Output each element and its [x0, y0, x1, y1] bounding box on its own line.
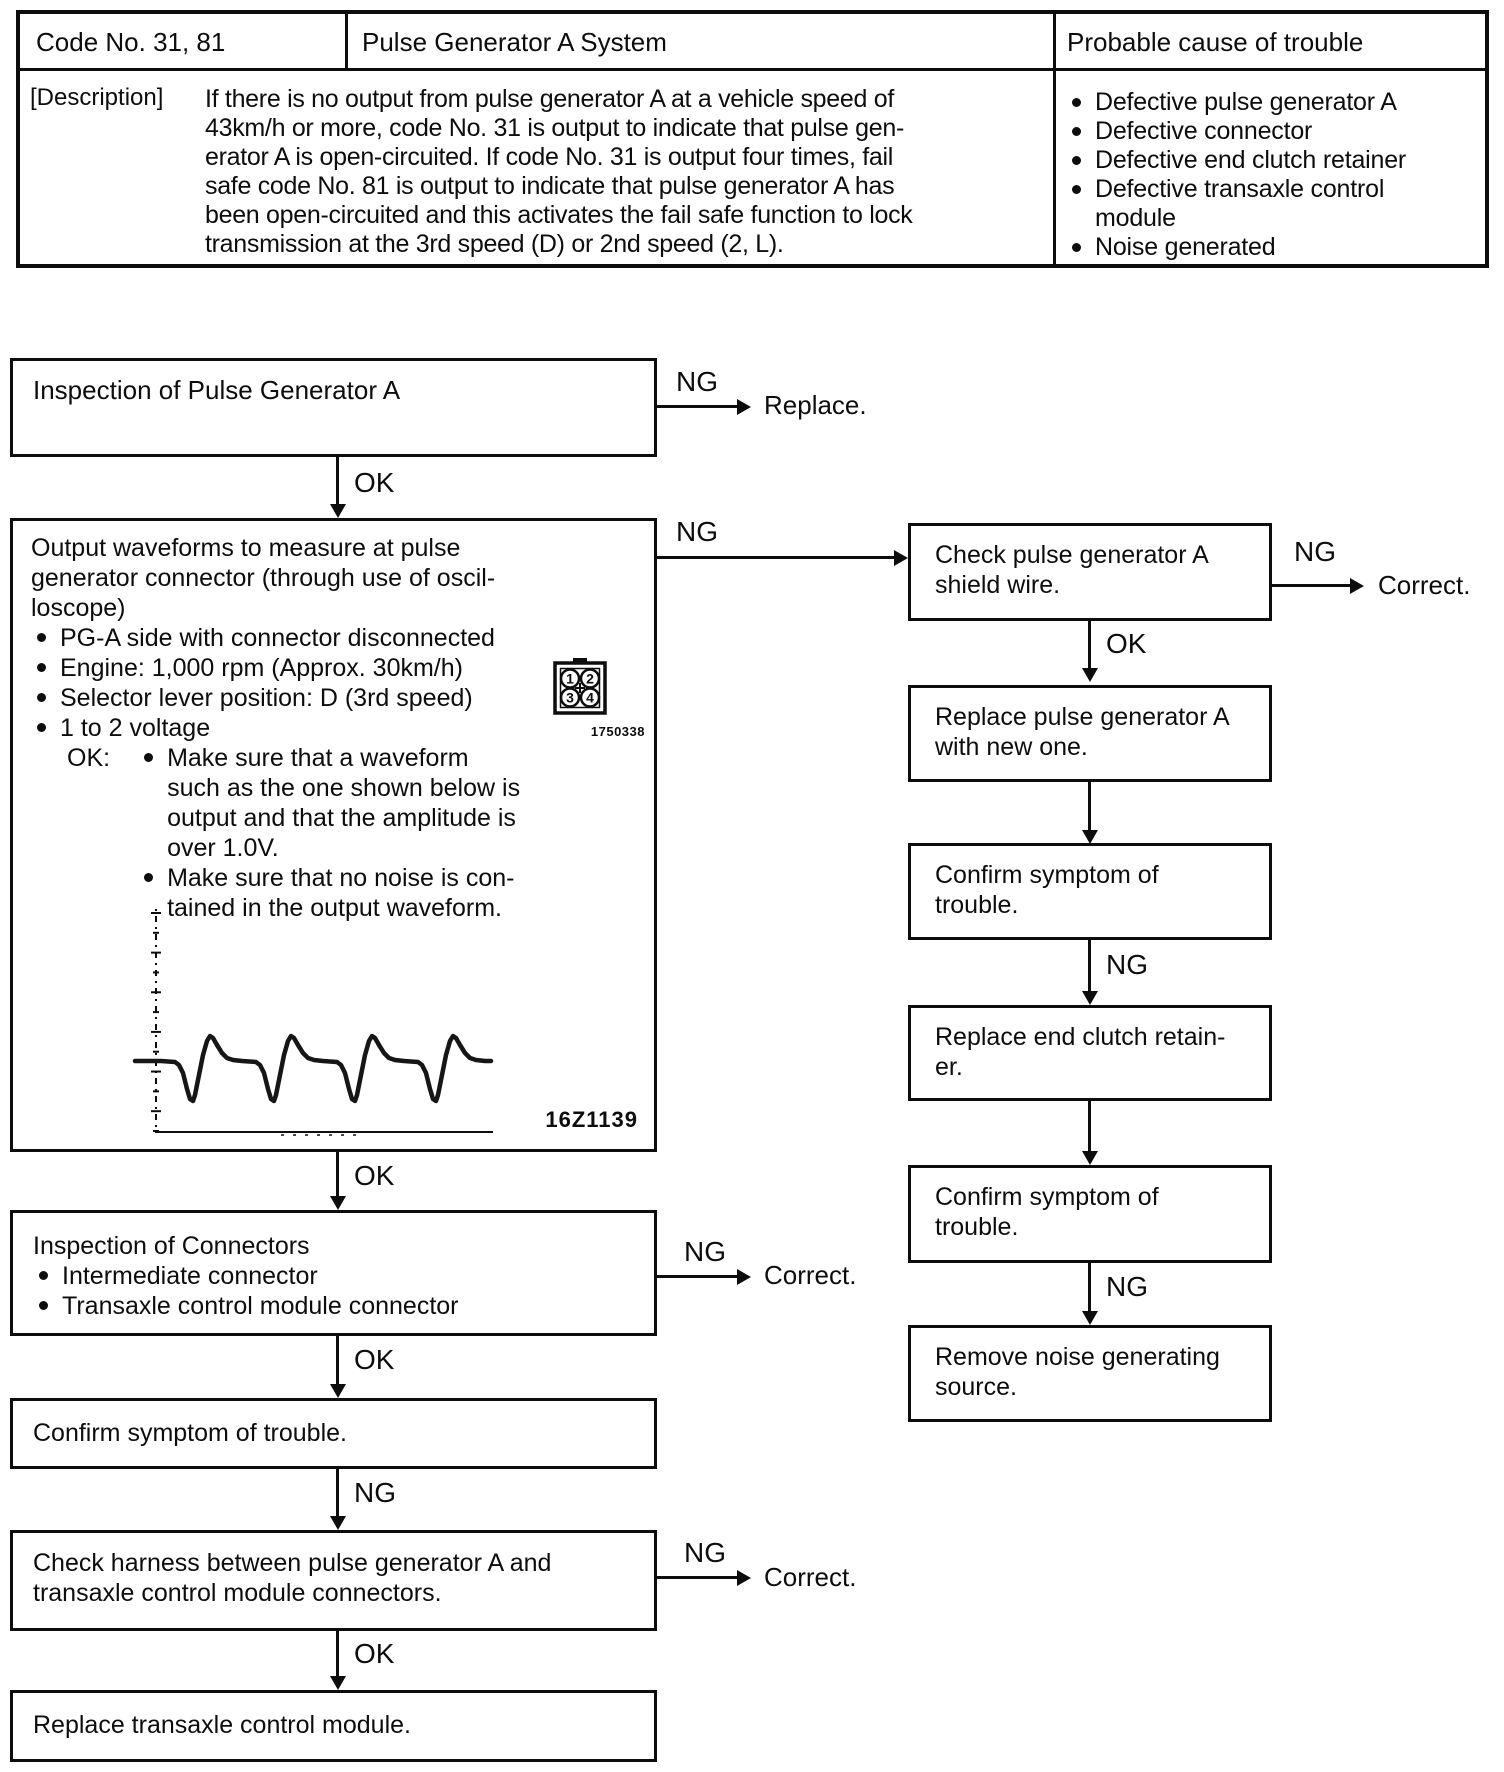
arrowhead-right-icon	[737, 1269, 751, 1285]
terminal-correct: Correct.	[764, 1260, 857, 1290]
bullet-icon	[39, 1301, 48, 1310]
terminal-replace: Replace.	[764, 390, 867, 420]
cause-item: Defective pulse generator A	[1066, 88, 1467, 117]
arrow-line	[336, 1336, 339, 1384]
cause-item: Noise generated	[1066, 233, 1467, 262]
ok-criteria-item: Make sure that no noise is con- tained in the output waveform.	[138, 863, 520, 923]
table-col-divider-2	[1053, 14, 1056, 264]
description-line: transmission at the 3rd speed (D) or 2nd speed (2, L).	[205, 230, 784, 258]
arrow-line	[336, 1152, 339, 1198]
edge-label-ng: NG	[684, 1236, 726, 1267]
arrowhead-down-icon	[1082, 991, 1098, 1005]
description-paragraph	[205, 85, 913, 259]
condition-item: 1 to 2 voltage	[31, 713, 606, 743]
box-text: Remove noise generating	[935, 1343, 1220, 1371]
arrow-line	[1088, 1263, 1091, 1311]
box-text: Confirm symptom of	[935, 1183, 1159, 1211]
edge-label-ok: OK	[354, 467, 395, 498]
edge-label-ok: OK	[354, 1160, 395, 1191]
connector-pinout-icon	[551, 657, 609, 719]
box-text: Confirm symptom of trouble.	[33, 1419, 347, 1447]
ok-criteria-label: OK:	[67, 744, 111, 772]
flow-box-replace-retainer	[908, 1005, 1272, 1101]
connector-item: Transaxle control module connector	[33, 1291, 459, 1321]
flow-box-check-harness	[10, 1530, 657, 1631]
edge-label-ng: NG	[1106, 949, 1148, 980]
edge-label-ok: OK	[354, 1638, 395, 1669]
cause-item: Defective connector	[1066, 117, 1467, 146]
bullet-icon	[1072, 98, 1081, 107]
arrowhead-down-icon	[1082, 1311, 1098, 1325]
box-text: trouble.	[935, 1213, 1019, 1241]
description-line: been open-circuited and this activates the fail safe function to lock	[205, 201, 913, 229]
terminal-correct: Correct.	[1378, 570, 1471, 600]
bullet-icon	[37, 663, 46, 672]
description-line: safe code No. 81 is output to indicate that pulse generator A has	[205, 172, 895, 200]
ok-criteria-item: Make sure that a waveform such as the one shown below is output and that the amplitude is over 1.0V.	[138, 743, 520, 863]
condition-item: Selector lever position: D (3rd speed)	[31, 683, 606, 713]
flow-box-inspection-pg-a	[10, 358, 657, 457]
box-text: Replace end clutch retain-	[935, 1023, 1226, 1051]
box-text: shield wire.	[935, 571, 1061, 599]
arrow-line	[657, 556, 896, 559]
edge-label-ng: NG	[676, 516, 718, 547]
edge-label-ng: NG	[1106, 1271, 1148, 1302]
arrowhead-down-icon	[330, 1196, 346, 1210]
arrowhead-down-icon	[330, 1384, 346, 1398]
box-text: with new one.	[935, 733, 1088, 761]
condition-item: PG-A side with connector disconnected	[31, 623, 606, 653]
arrow-line	[336, 1631, 339, 1676]
box-text: Inspection of Connectors	[33, 1232, 310, 1260]
arrow-line	[1088, 1101, 1091, 1151]
flow-box-remove-noise	[908, 1325, 1272, 1422]
connector-figure-number: 1750338	[590, 724, 645, 739]
description-line: 43km/h or more, code No. 31 is output to indicate that pulse gen-	[205, 114, 904, 142]
arrowhead-right-icon	[737, 1570, 751, 1586]
flow-box-confirm-symptom-r2	[908, 1165, 1272, 1263]
box-text: transaxle control module connectors.	[33, 1579, 442, 1607]
box-text: Output waveforms to measure at pulse	[31, 534, 461, 562]
arrow-line	[1088, 940, 1091, 991]
box-text: trouble.	[935, 891, 1019, 919]
arrowhead-down-icon	[330, 1676, 346, 1690]
edge-label-ng: NG	[676, 366, 718, 397]
table-row-divider	[20, 68, 1485, 71]
box-text: Replace pulse generator A	[935, 703, 1230, 731]
probable-cause-header: Probable cause of trouble	[1067, 27, 1364, 57]
edge-label-ng: NG	[354, 1477, 396, 1508]
system-name: Pulse Generator A System	[362, 27, 667, 57]
pin-number: 3	[566, 689, 574, 706]
flow-box-confirm-symptom-left	[10, 1398, 657, 1469]
arrowhead-down-icon	[1082, 1151, 1098, 1165]
bullet-icon	[144, 753, 153, 762]
box-text: loscope)	[31, 594, 126, 622]
edge-label-ng: NG	[1294, 536, 1336, 567]
box-text: Replace transaxle control module.	[33, 1711, 411, 1739]
cause-item: Defective transaxle control module	[1066, 175, 1467, 233]
bullet-icon	[37, 723, 46, 732]
arrow-line	[1088, 782, 1091, 830]
pin-number: 2	[586, 670, 594, 687]
arrowhead-right-icon	[1350, 578, 1364, 594]
arrow-line	[657, 1576, 737, 1579]
arrowhead-down-icon	[1082, 830, 1098, 844]
scope-figure-number: 16Z1139	[545, 1107, 638, 1132]
pin-number: 4	[586, 689, 594, 706]
box-text: Check pulse generator A	[935, 541, 1209, 569]
flow-box-replace-tcm	[10, 1690, 657, 1762]
arrowhead-right-icon	[737, 399, 751, 415]
description-line: If there is no output from pulse generator A at a vehicle speed of	[205, 85, 894, 113]
box-text: source.	[935, 1373, 1017, 1401]
pin-number: 1	[566, 670, 574, 687]
condition-item: Engine: 1,000 rpm (Approx. 30km/h)	[31, 653, 606, 683]
box-text: er.	[935, 1053, 963, 1081]
flow-box-confirm-symptom-r1	[908, 843, 1272, 940]
arrowhead-right-icon	[894, 550, 908, 566]
connector-item: Intermediate connector	[33, 1261, 459, 1291]
edge-label-ok: OK	[354, 1344, 395, 1375]
arrowhead-down-icon	[330, 1516, 346, 1530]
probable-cause-list	[1066, 88, 1467, 262]
arrow-line	[1272, 584, 1350, 587]
code-header-table	[16, 10, 1489, 268]
arrowhead-down-icon	[330, 504, 346, 518]
edge-label-ng: NG	[684, 1537, 726, 1568]
flow-box-output-waveforms	[10, 518, 657, 1152]
description-line: erator A is open-circuited. If code No. 31 is output four times, fail	[205, 143, 893, 171]
bullet-icon	[1072, 156, 1081, 165]
terminal-correct: Correct.	[764, 1562, 857, 1592]
table-col-divider-1	[345, 14, 348, 68]
arrow-line	[657, 1275, 737, 1278]
arrowhead-down-icon	[1082, 668, 1098, 682]
flow-box-check-shield-wire	[908, 523, 1272, 621]
bullet-icon	[1072, 243, 1081, 252]
bullet-icon	[1072, 127, 1081, 136]
cause-item: Defective end clutch retainer	[1066, 146, 1467, 175]
bullet-icon	[39, 1271, 48, 1280]
arrow-line	[336, 1469, 339, 1516]
edge-label-ok: OK	[1106, 628, 1147, 659]
arrow-line	[657, 405, 737, 408]
flow-box-replace-pg-a	[908, 685, 1272, 782]
scope-trace-path	[135, 1036, 491, 1101]
bullet-icon	[1072, 185, 1081, 194]
bullet-icon	[144, 873, 153, 882]
arrow-line	[336, 457, 339, 505]
code-number: Code No. 31, 81	[36, 27, 226, 57]
box-text: Inspection of Pulse Generator A	[33, 375, 401, 405]
bullet-icon	[37, 693, 46, 702]
box-text: Check harness between pulse generator A and	[33, 1549, 552, 1577]
arrow-line	[1088, 621, 1091, 668]
box-text: generator connector (through use of oscil-	[31, 564, 496, 592]
bullet-icon	[37, 633, 46, 642]
flow-box-inspection-connectors	[10, 1210, 657, 1336]
description-label: [Description]	[30, 84, 164, 111]
box-text: Confirm symptom of	[935, 861, 1159, 889]
